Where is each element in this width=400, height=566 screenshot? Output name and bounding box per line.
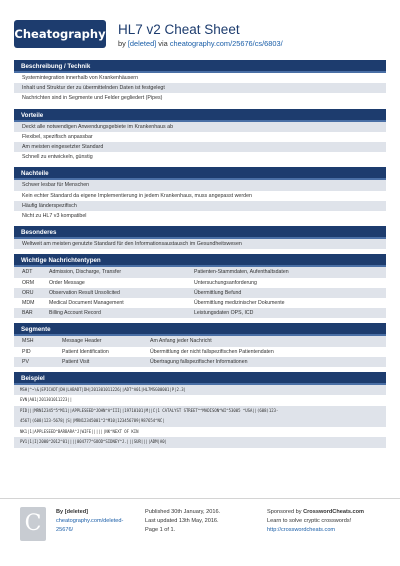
type-code: ORM [22,279,35,286]
type-description: Patienten-Stammdaten, Aufenthaltsdaten [194,267,386,277]
section-beschreibung [14,60,386,104]
type-code: ORU [14,288,49,298]
message-types-table [14,267,386,318]
footer-author [56,508,123,535]
list-item: Nachrichten sind in Segmente und Felder gegliedert (Pipes) [22,95,163,102]
sponsor-link[interactable]: http://crosswordcheats.com [267,527,336,533]
footer-dates [145,508,220,535]
section-title: Segmente [14,323,386,336]
type-description: Übermittlung Befund [194,288,386,298]
code-line: PV1|1|I|2000^2012^01||||004777^GOOD^SIDNEY^J.|||SUR||||ADM|A0| [14,437,386,447]
list-item: Nicht zu HL7 v3 kompatibel [22,213,87,220]
page-title: HL7 v2 Cheat Sheet [118,22,240,37]
section-title: Beispiel [14,372,386,385]
code-line: MSH|^~\&|EPICADT|DH|LABADT|DH|201301011226||ADT^A01|HL7MSG00001|P|2.3| [14,385,386,395]
table-row [14,298,386,308]
type-name: Medical Document Management [49,300,124,307]
page-number: Page 1 of 1. [145,527,176,533]
type-name: Admission, Discharge, Transfer [49,267,194,277]
table-row [14,347,386,357]
table-row [14,288,386,298]
list-item: Am meisten eingesetzter Standard [14,142,386,152]
type-name: Order Message [49,279,85,286]
author-avatar[interactable]: C [20,507,46,541]
section-segmente [14,323,386,367]
byline [118,39,283,48]
segment-name: Patient Identification [62,348,109,355]
segment-code: MSH [14,336,62,346]
section-besonderes [14,226,386,249]
type-name: Billing Account Record [49,308,194,318]
footer-sponsor [267,508,364,535]
table-row [14,278,386,288]
code-line: 4567|(608)123-5678||S||MRN12345001^2^M10|123456789|987654^NC| [14,416,386,426]
footer-author-link-cont[interactable]: 25676/ [56,527,74,533]
list-item: Schnell zu entwickeln, günstig [22,154,93,161]
list-item: Deckt alle notwendigen Anwendungsgebiete im Krankenhaus ab [14,122,386,132]
section-title: Wichtige Nachrichtentypen [14,254,386,267]
list-item: Inhalt und Struktur der zu übermittelnden Daten ist festgelegt [14,83,386,93]
sponsor-name: CrosswordCheats.com [303,509,365,515]
section-title: Nachteile [14,167,386,180]
segment-name: Message Header [62,336,150,346]
type-description: Leistungsdaten OPS, ICD [194,308,386,318]
segment-code: PV [14,357,62,367]
type-code: BAR [14,308,49,318]
by-prefix: by [118,39,126,48]
page-header [0,0,400,58]
footer-author-link[interactable]: cheatography.com/deleted- [56,518,124,524]
published-date: Published 30th January, 2016. [145,509,221,515]
author-link[interactable]: [deleted] [127,39,157,48]
type-description: Übermittlung medizinischer Dokumente [194,300,285,307]
list-item: Kein echter Standard da eigene Implementierung in jedem Krankenhaus, muss angepasst werden [22,192,252,199]
table-row [14,336,386,346]
list-item: Häufig länderspezifisch [14,201,386,211]
section-title: Vorteile [14,109,386,122]
section-beispiel [14,372,386,447]
segment-name: Patient Visit [62,357,150,367]
segments-table [14,336,386,367]
table-row [14,267,386,277]
type-code: MDM [22,300,35,307]
table-row [14,357,386,367]
segment-code: PID [22,348,31,355]
code-line: NK1|1|APPLESEED^BARBARA^J|WIFE||||||NK^NEXT OF KIN [20,428,139,434]
code-line: EVN|A01|201301011223|| [20,397,73,403]
section-title: Beschreibung / Technik [14,60,386,73]
sponsor-tagline: Learn to solve cryptic crosswords! [267,518,352,524]
footer-author-label: By [deleted] [56,509,89,515]
list-item: Schwer lesbar für Menschen [14,180,386,190]
table-row [14,308,386,318]
list-item: Flexibel, spezifisch anpassbar [22,133,93,140]
cheatography-logo[interactable]: Cheatography [14,20,106,48]
segment-description: Am Anfang jeder Nachricht [150,336,386,346]
sponsor-prefix: Sponsored by [267,509,302,515]
updated-date: Last updated 13th May, 2016. [145,518,219,524]
list-item: Weltweit am meisten genutzte Standard für den Informationsaustausch im Gesundheitswesen [14,239,386,249]
segment-description: Übertragung fallspezifischer Informationen [150,357,386,367]
type-name: Observation Result Unsolicited [49,288,194,298]
section-title: Besonderes [14,226,386,239]
section-nachteile [14,167,386,221]
sheet-url-link[interactable]: cheatography.com/25676/cs/6803/ [169,39,283,48]
cheat-sheet-content [14,58,386,453]
segment-description: Übermittlung der nicht fallspezifischen Patientendaten [150,348,274,355]
list-item: Systemintegration innerhalb von Krankenhäusern [22,75,139,81]
via-label: via [158,39,168,48]
type-code: ADT [14,267,49,277]
page-footer [0,498,400,566]
section-nachrichtentypen [14,254,386,318]
type-description: Untersuchungsanforderung [194,279,257,286]
section-vorteile [14,109,386,163]
code-line: PID|||MRN12345^5^M11||APPLESEED^JOHN^A^III||19710101|M||C|1 CATALYST STREET^^MADISON^WI^53005 ^USA||(608)123- [14,406,386,416]
